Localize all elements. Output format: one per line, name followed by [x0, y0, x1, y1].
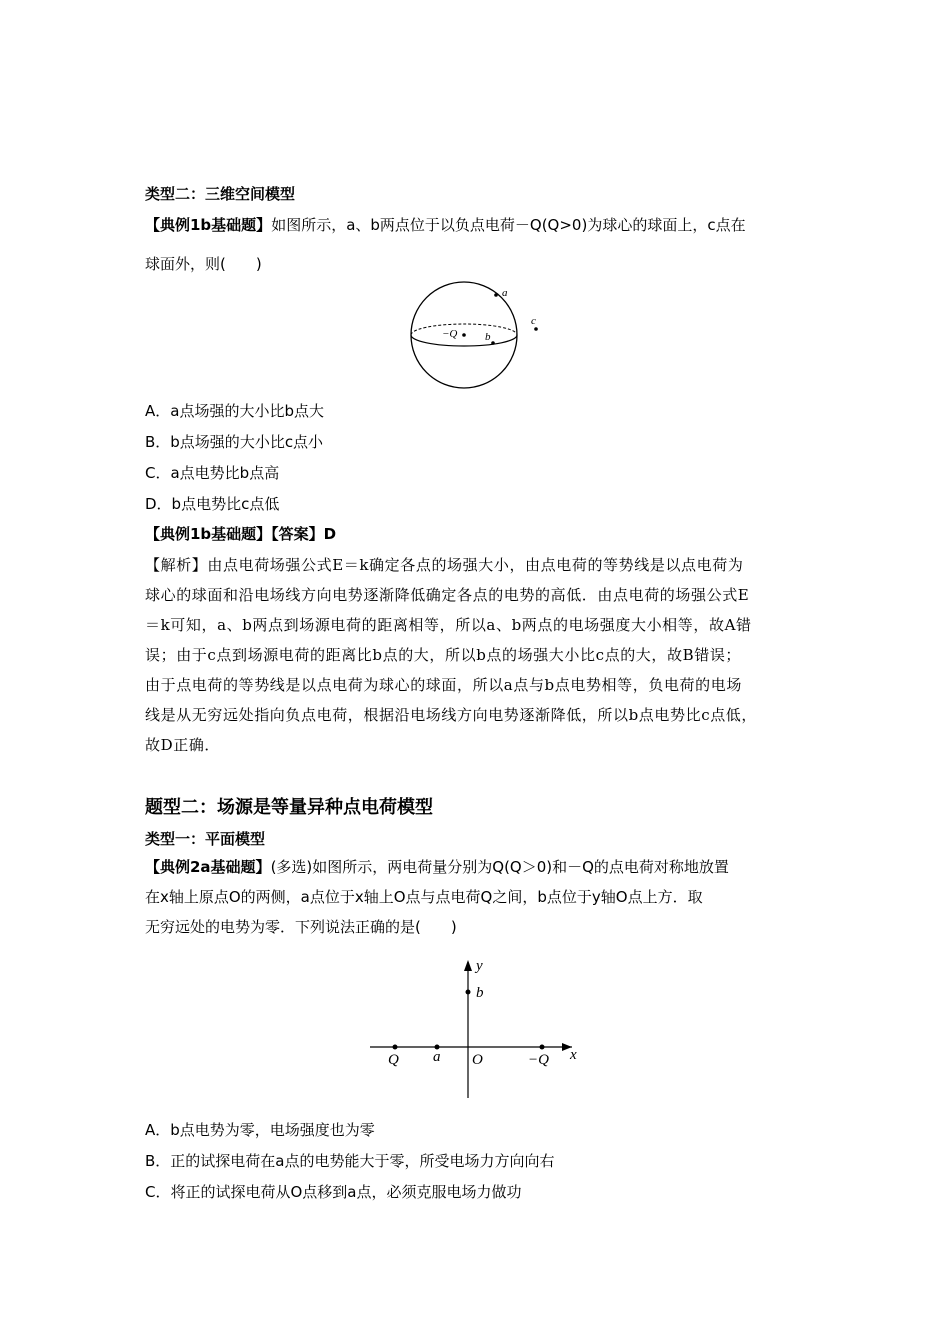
charge-neg-q-dot [540, 1045, 545, 1050]
y-axis-arrow [464, 960, 472, 971]
point-a-dot [494, 293, 498, 297]
analysis-line-4: 误；由于c点到场源电荷的距离比b点的大，所以b点的场强大小比c点的大，故B错误； [145, 646, 742, 664]
label-c: c [531, 315, 536, 327]
sphere-figure [395, 278, 555, 393]
label-y: y [476, 958, 483, 974]
analysis-line-7: 故D正确． [145, 736, 221, 754]
subtype-title-3d: 类型二：三维空间模型 [145, 185, 296, 203]
label-a: a [502, 287, 508, 299]
label-a-2: a [433, 1049, 441, 1065]
question-1b-line1 [145, 215, 746, 235]
analysis-line-5: 由于点电荷的等势线是以点电荷为球心的球面，所以a点与b点电势相等，负电荷的电场 [145, 676, 742, 694]
option-1b-b: B．b点场强的大小比c点小 [145, 433, 324, 451]
example-tag-2a: 【典例2a基础题】 [145, 858, 271, 876]
label-neg-q-2: −Q [528, 1052, 549, 1068]
type-title-2: 题型二：场源是等量异种点电荷模型 [145, 797, 433, 818]
question-2a-line2: 在x轴上原点O的两侧，a点位于x轴上O点与点电荷Q之间，b点位于y轴O点上方．取 [145, 888, 703, 906]
label-q: Q [388, 1052, 399, 1068]
analysis-line-3: ＝k可知，a、b两点到场源电荷的距离相等，所以a、b两点的电场强度大小相等，故A错 [145, 616, 752, 634]
point-b-dot-2 [466, 990, 471, 995]
question-2a-line1 [145, 857, 729, 877]
label-b-2: b [476, 985, 484, 1001]
label-neg-q: −Q [442, 328, 458, 340]
point-b-dot [491, 341, 495, 345]
charge-q-dot [393, 1045, 398, 1050]
question-1b-line2: 球面外，则( ) [145, 255, 262, 273]
option-2a-c: C．将正的试探电荷从O点移到a点，必须克服电场力做功 [145, 1183, 522, 1201]
question-1b-text1: 如图所示，a、b两点位于以负点电荷－Q(Q>0)为球心的球面上，c点在 [271, 216, 746, 234]
label-o: O [472, 1052, 483, 1068]
analysis-line-6: 线是从无穷远处指向负点电荷，根据沿电场线方向电势逐渐降低，所以b点电势比c点低， [145, 706, 758, 724]
option-1b-c: C．a点电势比b点高 [145, 464, 280, 482]
analysis-line-2: 球心的球面和沿电场线方向电势逐渐降低确定各点的电势的高低．由点电荷的场强公式E [145, 586, 750, 604]
option-2a-a: A．b点电势为零，电场强度也为零 [145, 1121, 375, 1139]
axes-figure [360, 950, 590, 1105]
option-1b-d: D．b点电势比c点低 [145, 495, 280, 513]
option-2a-b: B．正的试探电荷在a点的电势能大于零，所受电场力方向向右 [145, 1152, 555, 1170]
answer-1b: 【典例1b基础题】【答案】D [145, 525, 337, 543]
example-tag-1b: 【典例1b基础题】 [145, 216, 272, 234]
option-1b-a: A．a点场强的大小比b点大 [145, 402, 324, 420]
analysis-line-1: 【解析】由点电荷场强公式E＝k确定各点的场强大小，由点电荷的等势线是以点电荷为 [145, 556, 744, 574]
point-c-dot [534, 327, 538, 331]
label-b: b [485, 331, 491, 343]
question-2a-text1: (多选)如图所示，两电荷量分别为Q(Q＞0)和－Q的点电荷对称地放置 [270, 858, 729, 876]
subtype-title-plane: 类型一：平面模型 [145, 830, 266, 848]
label-x: x [570, 1047, 577, 1063]
question-2a-line3: 无穷远处的电势为零．下列说法正确的是( ) [145, 918, 457, 936]
charge-center-dot [462, 333, 466, 337]
